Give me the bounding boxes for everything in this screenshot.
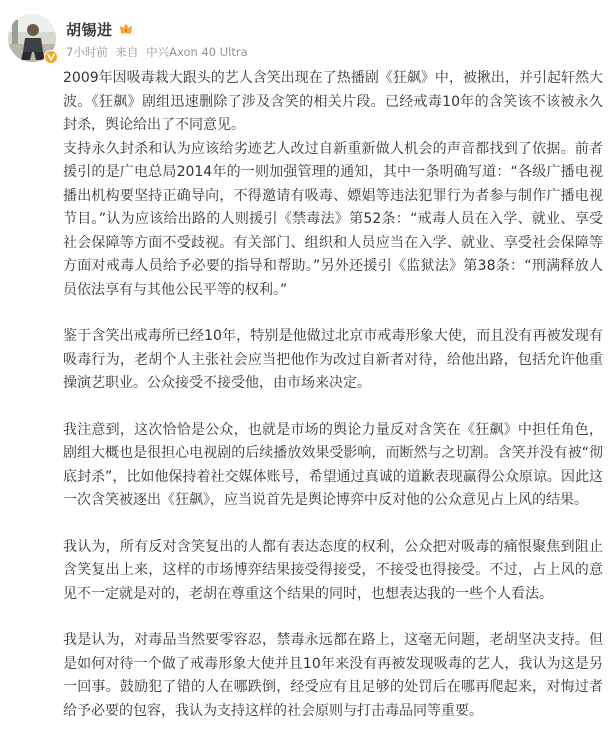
paragraph-spacer (63, 302, 603, 325)
crown-icon (119, 22, 133, 36)
post-meta (66, 44, 252, 60)
post-paragraph-1: 2009年因吸毒栽大跟头的艺人含笑出现在了热播剧《狂飙》中，被揪出，并引起轩然大波。《狂飙》剧组迅速删除了涉及含笑的相关片段。已经戒毒10年的含笑该不该被永久封杀，舆论给出了不同意见。 (63, 70, 603, 133)
author-name[interactable]: 胡锡进 (66, 20, 113, 39)
paragraph-spacer (63, 606, 603, 629)
post-header (8, 6, 598, 68)
verified-v-icon (44, 50, 58, 64)
source-prefix: 来自 (115, 45, 139, 59)
post-paragraph-2: 支持永久封杀和认为应该给劣迹艺人改过自新重新做人机会的声音都找到了依据。前者援引的是广电总局2014年的一则加强管理的通知，其中一条明确写道：“各级广播电视播出机构要坚持正确导向，不得邀请有吸毒、嫖娼等违法犯罪行为者参与制作广播电视节目。”认为应该给出路的人则援引《禁毒法》第52条：“戒毒人员在入学、就业、享受社会保障等方面不受歧视。有关部门、组织和人员应当在入学、就业、享受社会保障等方面对戒毒人员给予必要的指导和帮助。”另外还援引《监狱法》第38条：“刑满释放人员依法享有与其他公民平等的权利。” (63, 140, 603, 298)
paragraph-spacer (63, 396, 603, 419)
post-time[interactable]: 7小时前 (66, 45, 108, 59)
post-paragraph-4: 我注意到，这次恰恰是公众，也就是市场的舆论力量反对含笑在《狂飙》中担任角色，剧组大概也是很担心电视剧的后续播放效果受影响，而断然与之切割。含笑并没有被“彻底封杀”，比如他保持着社交媒体账号，希望通过真诚的道歉表现赢得公众原谅。因此这一次含笑被逐出《狂飙》，应当说首先是舆论博弈中反对他的公众意见占上风的结果。 (63, 421, 603, 508)
post-paragraph-3: 鉴于含笑出戒毒所已经10年，特别是他做过北京市戒毒形象大使，而且没有再被发现有吸毒行为，老胡个人主张社会应当把他作为改过自新者对待，给他出路，包括允许他重操演艺职业。公众接受不接受他，由市场来决定。 (63, 328, 603, 391)
paragraph-spacer (63, 513, 603, 536)
post-source: 中兴Axon 40 Ultra (146, 45, 248, 59)
post-content (63, 67, 603, 723)
author-row (66, 18, 133, 40)
post-paragraph-5: 我认为，所有反对含笑复出的人都有表达态度的权利，公众把对吸毒的痛恨聚焦到阻止含笑复出上来，这样的市场博弈结果接受得接受，不接受也得接受。不过，占上风的意见不一定就是对的，老胡在尊重这个结果的同时，也想表达我的一些个人看法。 (63, 538, 603, 602)
post-paragraph-6: 我是认为，对毒品当然要零容忍，禁毒永远都在路上，这毫无问题，老胡坚决支持。但是如何对待一个做了戒毒形象大使并且10年来没有再被发现吸毒的艺人，我认为这是另一回事。鼓励犯了错的人在哪跌倒，经受应有且足够的处罚后在哪再爬起来，对悔过者给予必要的包容，我认为支持这样的社会原则与打击毒品同等重要。 (63, 632, 603, 719)
